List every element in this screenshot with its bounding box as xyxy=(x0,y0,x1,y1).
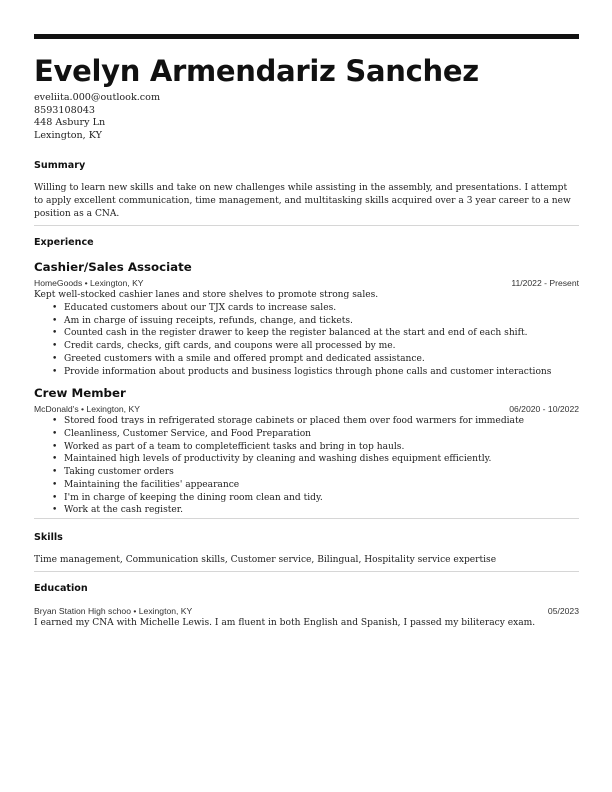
phone: 8593108043 xyxy=(34,104,96,116)
list-item: • Maintaining the facilities' appearance xyxy=(52,479,579,492)
list-item: • Stored food trays in refrigerated storage cabinets or placed them over food warmers for immediate xyxy=(52,415,579,428)
resume-page xyxy=(34,34,579,630)
section-divider xyxy=(34,518,579,519)
job-dates: 11/2022 - Present xyxy=(511,278,579,289)
top-rule xyxy=(34,34,579,39)
education-meta xyxy=(34,605,579,617)
job-meta xyxy=(34,277,579,289)
experience-heading: Experience xyxy=(34,237,94,249)
job-meta xyxy=(34,403,579,415)
list-item: • Counted cash in the register drawer to keep the register balanced at the start and end of each shift. xyxy=(52,327,579,340)
skills-heading: Skills xyxy=(34,531,63,543)
list-item: • I'm in charge of keeping the dining room clean and tidy. xyxy=(52,492,579,505)
education-heading: Education xyxy=(34,582,88,594)
education-text: I earned my CNA with Michelle Lewis. I am fluent in both English and Spanish, I passed my biliteracy exam. xyxy=(34,617,536,628)
job-intro: Kept well-stocked cashier lanes and store shelves to promote strong sales. xyxy=(34,290,379,301)
candidate-name: Evelyn Armendariz Sanchez xyxy=(34,54,479,88)
job-bullets xyxy=(52,302,579,378)
list-item: • Educated customers about our TJX cards to increase sales. xyxy=(52,302,579,315)
list-item: • Taking customer orders xyxy=(52,466,579,479)
employer: HomeGoods • Lexington, KY xyxy=(34,278,144,289)
list-item: • Greeted customers with a smile and offered prompt and dedicated assistance. xyxy=(52,353,579,366)
email: eveliita.000@outlook.com xyxy=(34,92,161,103)
list-item: • Am in charge of issuing receipts, refunds, change, and tickets. xyxy=(52,315,579,328)
list-item: • Work at the cash register. xyxy=(52,504,579,517)
school: Bryan Station High schoo • Lexington, KY xyxy=(34,605,193,616)
skills-text: Time management, Communication skills, Customer service, Bilingual, Hospitality service expertise xyxy=(34,554,497,565)
list-item: • Provide information about products and business logistics through phone calls and customer interactions xyxy=(52,366,579,379)
city: Lexington, KY xyxy=(34,129,102,141)
job-bullets xyxy=(52,415,579,517)
job-title: Crew Member xyxy=(34,386,126,401)
list-item: • Credit cards, checks, gift cards, and coupons were all processed by me. xyxy=(52,340,579,353)
education-date: 05/2023 xyxy=(547,605,579,616)
job-entry xyxy=(34,260,579,378)
list-item: • Maintained high levels of productivity by cleaning and washing dishes equipment efficiently. xyxy=(52,453,579,466)
job-title: Cashier/Sales Associate xyxy=(34,260,192,275)
contact-block xyxy=(34,92,579,142)
list-item: • Worked as part of a team to completefficient tasks and bring in top hauls. xyxy=(52,441,579,454)
employer: McDonald's • Lexington, KY xyxy=(34,404,140,415)
job-entry xyxy=(34,386,579,517)
job-dates: 06/2020 - 10/2022 xyxy=(509,404,579,415)
address: 448 Asbury Ln xyxy=(34,117,106,129)
summary-heading: Summary xyxy=(34,160,86,172)
section-divider xyxy=(34,571,579,572)
section-divider xyxy=(34,225,579,226)
list-item: • Cleanliness, Customer Service, and Food Preparation xyxy=(52,428,579,441)
summary-text: Willing to learn new skills and take on new challenges while assisting in the assembly, and presentations. I attempt to apply excellent communication, time management, and multitasking skills acquired over a 3 year career to a new position as a CNA. xyxy=(34,183,571,220)
